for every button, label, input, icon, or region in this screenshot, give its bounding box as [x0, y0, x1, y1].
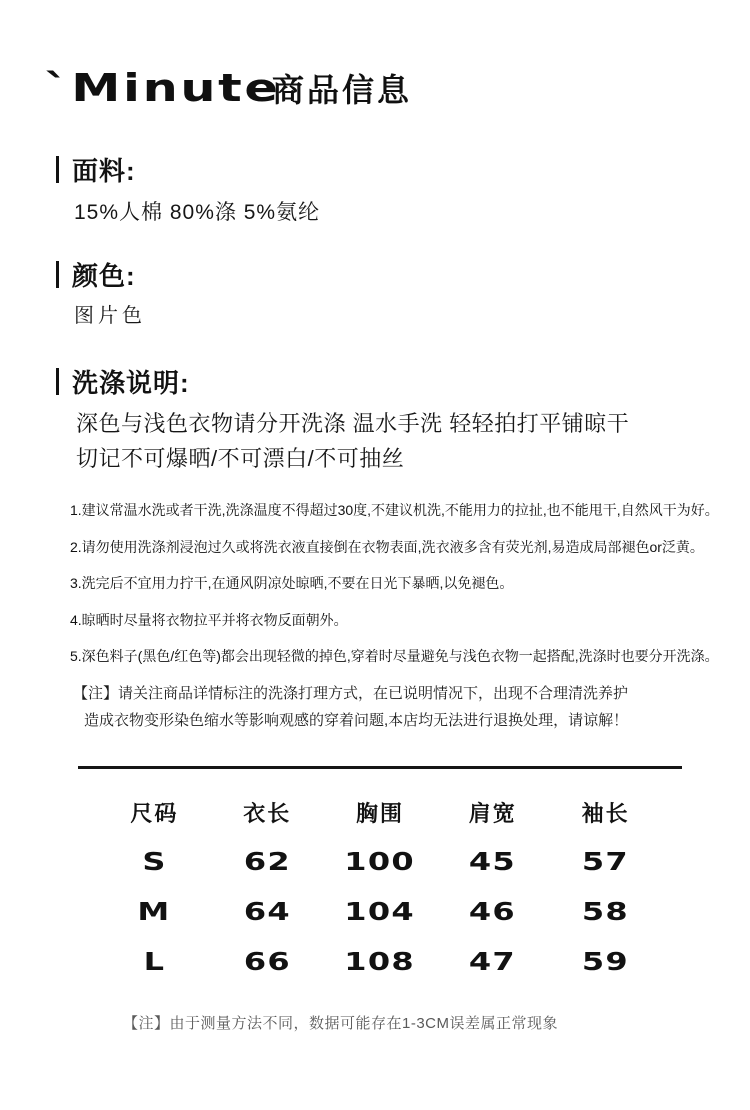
size-table-header-cell — [549, 788, 662, 836]
table-row-m-cell — [436, 886, 549, 936]
color-value-text: 图片色 — [74, 305, 146, 327]
table-row-l-cell — [211, 936, 324, 986]
washing-instruction-item: 1.建议常温水洗或者干洗,洗涤温度不得超过30度,不建议机洗,不能用力的拉扯,也不能甩干,自然风干为好。 — [70, 502, 719, 518]
table-row-m-cell — [98, 886, 211, 936]
size-value: M — [137, 896, 171, 926]
care-disclaimer — [73, 680, 733, 734]
size-table-header-cell — [98, 788, 211, 836]
size-table-header-cell — [211, 788, 324, 836]
header — [44, 60, 412, 116]
table-row-l-cell — [324, 936, 437, 986]
column-header-shoulder: 肩宽 — [468, 800, 517, 826]
shoulder-value: 45 — [469, 846, 517, 876]
table-row-s-cell — [549, 836, 662, 886]
table-row-s-cell — [211, 836, 324, 886]
washing-instruction-item: 5.深色料子(黑色/红色等)都会出现轻微的掉色,穿着时尽量避免与浅色衣物一起搭配,洗涤时也要分开洗涤。 — [70, 648, 719, 664]
sleeve-value: 59 — [582, 946, 630, 976]
table-row-s-cell — [436, 836, 549, 886]
heading-bar — [56, 156, 59, 183]
shoulder-value: 46 — [469, 896, 517, 926]
fabric-heading-label: 面料: — [72, 156, 136, 186]
fabric-section-heading — [56, 151, 136, 188]
column-header-length: 衣长 — [243, 800, 292, 826]
washing-instruction-item: 3.洗完后不宜用力拧干,在通风阴凉处晾晒,不要在日光下暴晒,以免褪色。 — [70, 575, 514, 591]
care-disclaimer-line: 【注】请关注商品详情标注的洗涤打理方式，在已说明情况下，出现不合理清洗养护 — [73, 685, 629, 702]
table-row-m-cell — [549, 886, 662, 936]
table-top-rule — [78, 766, 682, 769]
bust-value: 108 — [344, 946, 416, 976]
bust-value: 104 — [344, 896, 416, 926]
page-title: 商品信息 — [272, 72, 413, 108]
washing-instruction-item: 4.晾晒时尽量将衣物拉平并将衣物反面朝外。 — [70, 611, 348, 628]
brand-wordmark: `Minute — [44, 66, 281, 110]
sleeve-value: 57 — [582, 846, 630, 876]
washing-instruction-item: 2.请勿使用洗涤剂浸泡过久或将洗衣液直接倒在衣物表面,洗衣液多含有荧光剂,易造成局部褪色or泛黄。 — [70, 538, 704, 555]
size-table — [78, 788, 682, 986]
size-value: S — [142, 846, 167, 876]
size-table-header-cell — [324, 788, 437, 836]
care-disclaimer-line: 造成衣物变形染色缩水等影响观感的穿着问题,本店均无法进行退换处理，请谅解！ — [84, 712, 629, 729]
size-value: L — [143, 946, 166, 976]
fabric-composition-text: 15%人棉 80%涤 5%氨纶 — [74, 201, 321, 224]
heading-bar — [56, 261, 59, 288]
shoulder-value: 47 — [469, 946, 517, 976]
table-row-s-cell — [324, 836, 437, 886]
column-header-size: 尺码 — [130, 800, 179, 826]
washing-summary-line: 深色与浅色衣物请分开洗涤 温水手洗 轻轻拍打平铺晾干 — [76, 411, 630, 436]
washing-instructions-list — [70, 499, 750, 682]
washing-summary-line: 切记不可爆晒/不可漂白/不可抽丝 — [76, 446, 405, 471]
column-header-sleeve: 袖长 — [581, 800, 630, 826]
measurement-tolerance-note: 【注】由于测量方法不同，数据可能存在1-3CM误差属正常现象 — [123, 1015, 559, 1032]
table-row-m-cell — [324, 886, 437, 936]
washing-heading-label: 洗涤说明: — [72, 368, 190, 398]
washing-summary — [76, 406, 629, 476]
washing-section-heading — [56, 363, 190, 400]
color-section-heading — [56, 256, 136, 293]
table-row-l-cell — [98, 936, 211, 986]
heading-bar — [56, 368, 59, 395]
length-value: 62 — [243, 846, 291, 876]
table-row-l-cell — [549, 936, 662, 986]
table-row-m-cell — [211, 886, 324, 936]
table-row-s-cell — [98, 836, 211, 886]
brand-logo — [44, 60, 281, 116]
table-row-l-cell — [436, 936, 549, 986]
bust-value: 100 — [344, 846, 416, 876]
column-header-bust: 胸围 — [355, 800, 404, 826]
size-table-header-cell — [436, 788, 549, 836]
color-heading-label: 颜色: — [72, 261, 136, 291]
sleeve-value: 58 — [582, 896, 630, 926]
length-value: 64 — [243, 896, 291, 926]
length-value: 66 — [243, 946, 291, 976]
